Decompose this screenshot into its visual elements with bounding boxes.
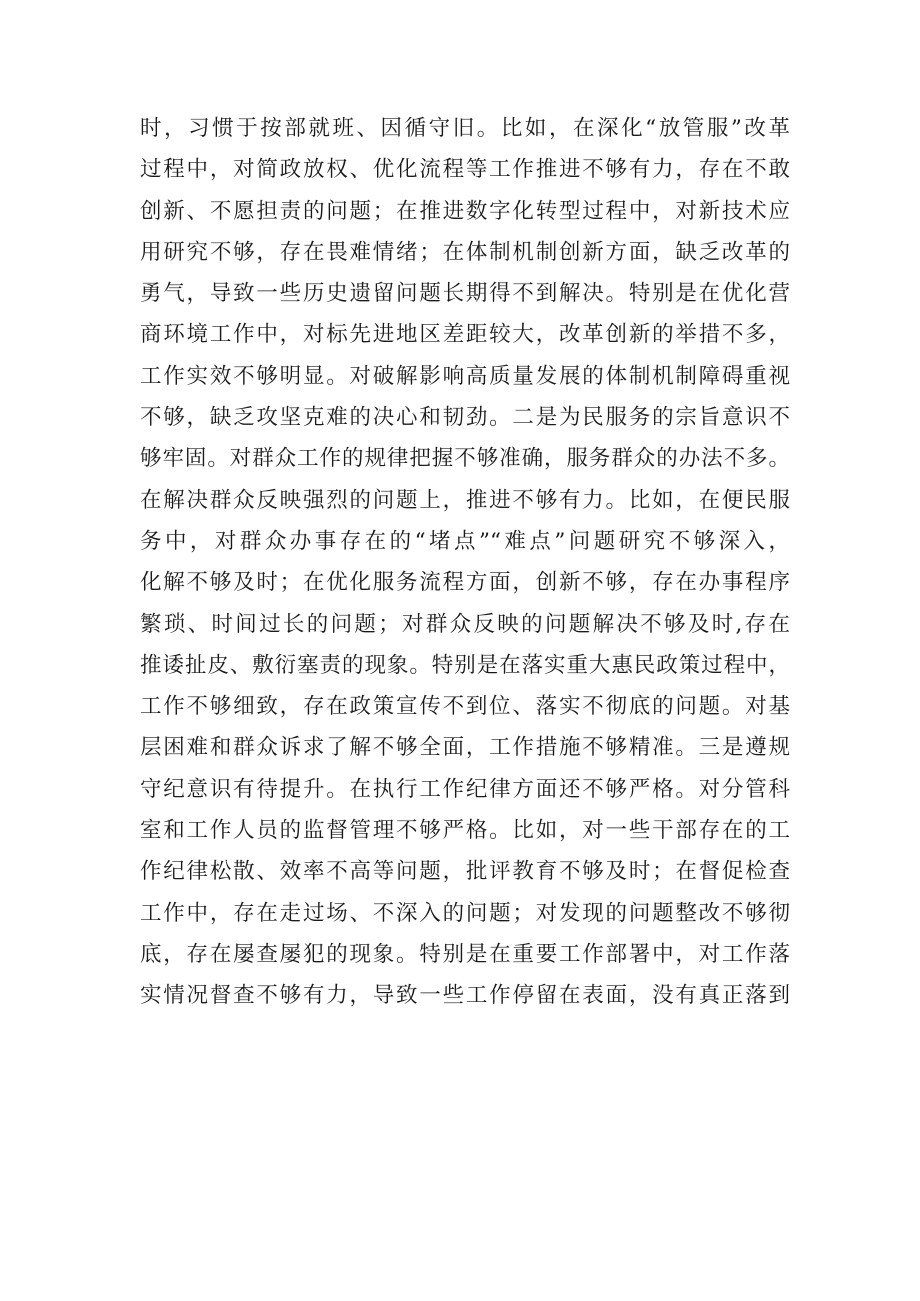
text-line: 室和工作人员的监督管理不够严格。比如，对一些干部存在的工 xyxy=(140,818,790,844)
text-line: 商环境工作中，对标先进地区差距较大，改革创新的举措不多， xyxy=(140,322,790,348)
text-line: 层困难和群众诉求了解不够全面，工作措施不够精准。三是遵规 xyxy=(140,735,790,761)
text-line: 底，存在屡查屡犯的现象。特别是在重要工作部署中，对工作落 xyxy=(140,941,790,967)
text-line: 工作实效不够明显。对破解影响高质量发展的体制机制障碍重视 xyxy=(140,363,790,389)
text-line: 时，习惯于按部就班、因循守旧。比如，在深化“放管服”改革 xyxy=(140,116,790,141)
text-line: 过程中，对简政放权、优化流程等工作推进不够有力，存在不敢 xyxy=(140,157,790,183)
text-line: 够牢固。对群众工作的规律把握不够准确，服务群众的办法不多。 xyxy=(140,446,790,472)
text-line: 守纪意识有待提升。在执行工作纪律方面还不够严格。对分管科 xyxy=(140,776,790,802)
text-line: 化解不够及时；在优化服务流程方面，创新不够，存在办事程序 xyxy=(140,570,790,596)
text-line: 实情况督查不够有力，导致一些工作停留在表面，没有真正落到 xyxy=(140,983,790,1009)
text-line: 作纪律松散、效率不高等问题，批评教育不够及时；在督促检查 xyxy=(140,859,790,885)
text-line: 工作不够细致，存在政策宣传不到位、落实不彻底的问题。对基 xyxy=(140,694,790,720)
text-line: 用研究不够，存在畏难情绪；在体制机制创新方面，缺乏改革的 xyxy=(140,239,790,265)
text-line: 繁琐、时间过长的问题；对群众反映的问题解决不够及时,存在 xyxy=(140,611,790,637)
text-line: 创新、不愿担责的问题；在推进数字化转型过程中，对新技术应 xyxy=(140,198,790,224)
text-line: 务中，对群众办事存在的“堵点”“难点”问题研究不够深入， xyxy=(140,528,790,554)
document-body xyxy=(140,108,790,1017)
text-line: 在解决群众反映强烈的问题上，推进不够有力。比如，在便民服 xyxy=(140,487,790,513)
text-line: 工作中，存在走过场、不深入的问题；对发现的问题整改不够彻 xyxy=(140,900,790,926)
text-line: 推诿扯皮、敷衍塞责的现象。特别是在落实重大惠民政策过程中， xyxy=(140,652,790,678)
text-line: 不够，缺乏攻坚克难的决心和韧劲。二是为民服务的宗旨意识不 xyxy=(140,405,790,431)
text-line: 勇气，导致一些历史遗留问题长期得不到解决。特别是在优化营 xyxy=(140,281,790,307)
